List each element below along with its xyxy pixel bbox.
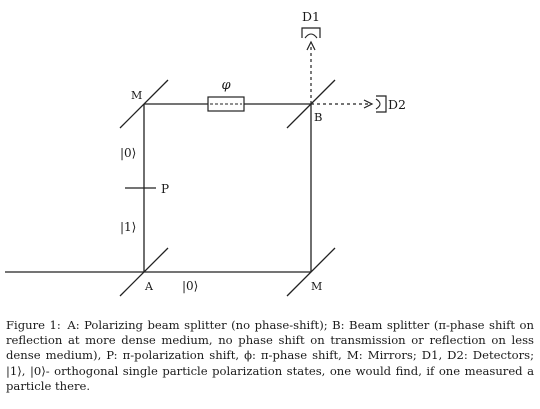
label-state-lower: |1⟩ [120, 220, 137, 234]
label-phase-shifter: φ [221, 78, 231, 93]
label-state-bottom: |0⟩ [182, 279, 199, 293]
label-splitter-b: B [314, 110, 323, 124]
label-polarization-shifter: P [161, 182, 170, 196]
detector-d2-icon [376, 96, 386, 112]
label-detector-d1: D1 [302, 9, 320, 24]
detector-d1-icon [302, 28, 320, 38]
label-mirror-bottom-right: M [311, 280, 323, 293]
label-splitter-a: A [145, 280, 153, 293]
label-mirror-top-left: M [131, 89, 143, 102]
label-detector-d2: D2 [388, 97, 406, 112]
label-state-upper: |0⟩ [120, 146, 137, 160]
caption-label: Figure 1: [6, 318, 61, 332]
figure-caption [6, 318, 534, 394]
caption-text: A: Polarizing beam splitter (no phase-shift); B: Beam splitter (π-phase shift on reflection at more dense medium, no phase shift on transmission or reflection on less dense medium), P: π-polarization shift, ϕ: π-phase shift, M: Mirrors; D1, D2: Detectors; |1⟩, |0⟩- orthogonal single particle polarization states, one would find, if one measured a particle there. [6, 318, 535, 393]
